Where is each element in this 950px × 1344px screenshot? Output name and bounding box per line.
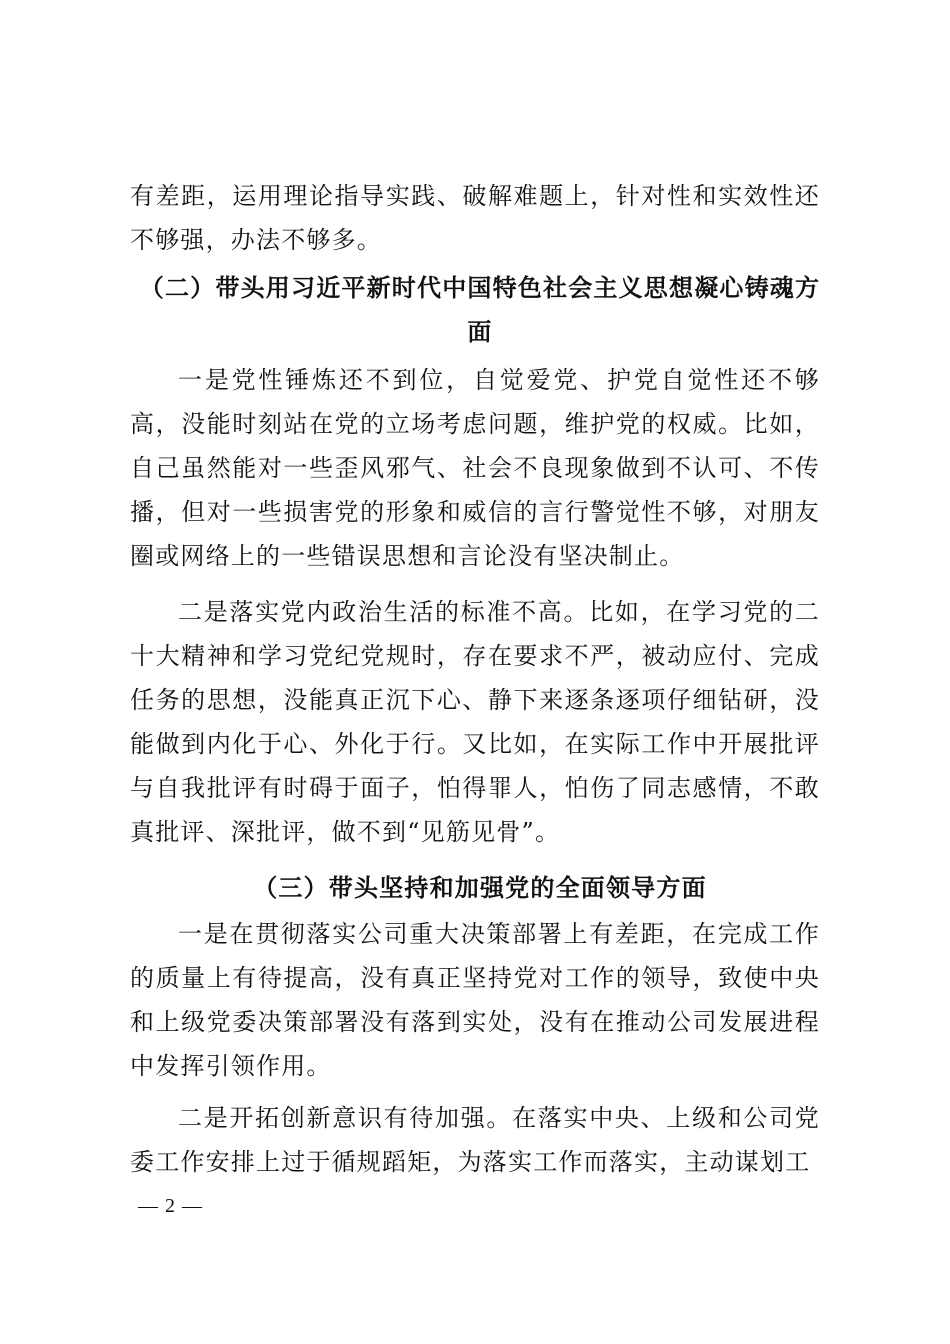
section-2-paragraph-2: 二是落实党内政治生活的标准不高。比如，在学习党的二十大精神和学习党纪党规时，存在要求不严，被动应付、完成任务的思想，没能真正沉下心、静下来逐条逐项仔细钻研，没能做到内化于心、外化于行。又比如，在实际工作中开展批评与自我批评有时碍于面子，怕得罪人，怕伤了同志感情，不敢真批评、深批评，做不到“见筋见骨”。	[130, 598, 820, 846]
section-3-heading: （三）带头坚持和加强党的全面领导方面	[253, 873, 707, 902]
continuation-paragraph: 有差距，运用理论指导实践、破解难题上，针对性和实效性还不够强，办法不够多。	[130, 182, 820, 254]
page-number: — 2 —	[138, 1195, 203, 1217]
section-3-paragraph-1: 一是在贯彻落实公司重大决策部署上有差距，在完成工作的质量上有待提高，没有真正坚持党对工作的领导，致使中央和上级党委决策部署没有落到实处，没有在推动公司发展进程中发挥引领作用。	[130, 920, 820, 1080]
section-2-paragraph-1: 一是党性锤炼还不到位，自觉爱党、护党自觉性还不够高，没能时刻站在党的立场考虑问题，维护党的权威。比如，自己虽然能对一些歪风邪气、社会不良现象做到不认可、不传播，但对一些损害党的形象和威信的言行警觉性不够，对朋友圈或网络上的一些错误思想和言论没有坚决制止。	[130, 366, 820, 570]
section-3-paragraph-2: 二是开拓创新意识有待加强。在落实中央、上级和公司党委工作安排上过于循规蹈矩，为落实工作而落实，主动谋划工	[130, 1104, 820, 1176]
section-2-heading: （二）带头用习近平新时代中国特色社会主义思想凝心铸魂方面	[139, 273, 821, 346]
